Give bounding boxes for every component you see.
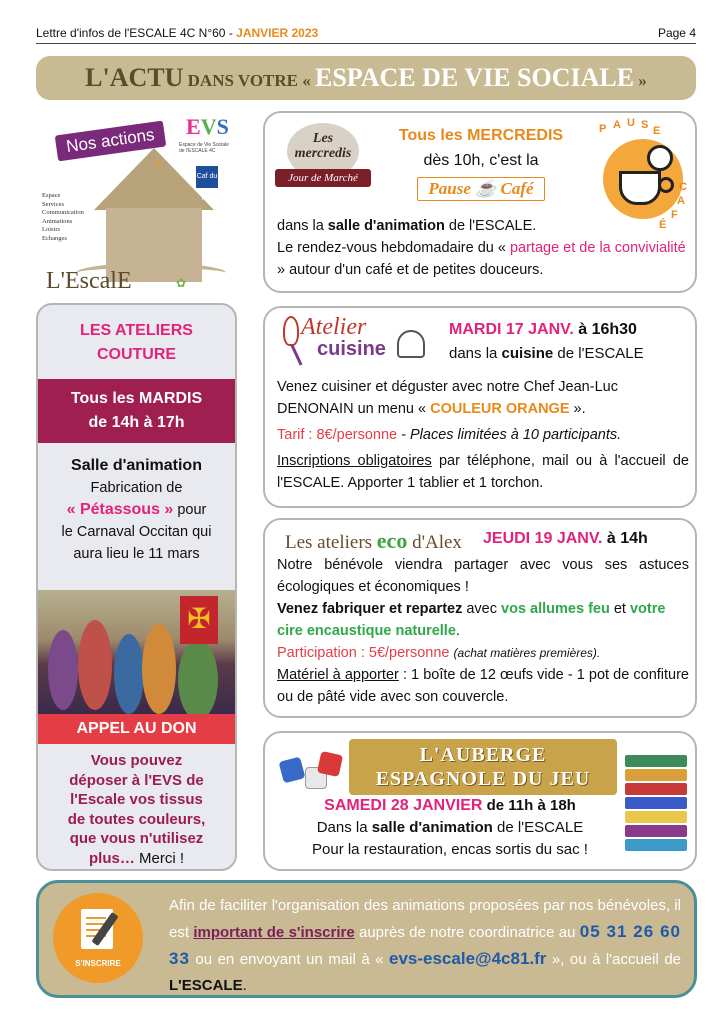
nos-actions-tag: Nos actions (55, 121, 166, 162)
ateliers-eco-card (263, 518, 697, 718)
occitan-flag-icon: ✠ (180, 596, 218, 644)
mercredis-heading: Tous les MERCREDIS dès 10h, c'est la Pause ☕ Café (369, 123, 593, 202)
mercredis-logo: Les mercredis Jour de Marché (275, 123, 371, 193)
email-link[interactable]: evs-escale@4c81.fr (389, 949, 547, 968)
pause-cafe-label: Pause ☕ Café (417, 177, 544, 201)
flame-icon: ♪ (154, 154, 161, 170)
evs-logo: EVS (186, 114, 229, 139)
couture-description: Salle d'animation Fabrication de « Pétassous » pour le Carnaval Occitan qui aura lieu le 11 mars (61, 457, 212, 562)
couture-panel (36, 303, 237, 871)
appel-au-don: APPEL AU DON (38, 714, 235, 744)
mercredis-card (263, 111, 697, 293)
escale-logo (36, 108, 236, 298)
eco-body: Notre bénévole viendra partager avec vous ses astuces écologiques et économiques ! Venez fabriquer et repartez avec vos allumes feu et votre cire encaustique naturelle. Participation : 5€/personne (achat matières premières). Matériel à apporter : 1 boîte de 12 œufs vide - 1 pot de confiture ou de pâté vide avec son couvercle. (277, 557, 689, 705)
coffee-cup-icon: P A U S E C A F É (599, 117, 687, 231)
phone-number[interactable]: 05 31 26 60 33 (169, 922, 681, 968)
chef-hat-icon (397, 330, 425, 358)
section-banner: L'ACTU DANS VOTRE « ESPACE DE VIE SOCIALE » (36, 56, 696, 100)
auberge-title: L'AUBERGE ESPAGNOLE DU JEU (349, 739, 617, 795)
leaf-icon: ✿ (176, 276, 187, 290)
header-month: JANVIER 2023 (236, 26, 319, 40)
cuisine-body: Venez cuisiner et déguster avec notre Chef Jean-Luc DENONAIN un menu « COULEUR ORANGE ». Tarif : 8€/personne - Places limitées à 10 participants. Inscriptions obligatoires par téléphone, mail ou à l'accueil de l'ESCALE. Apporter 1 tablier et 1 torchon. (277, 379, 689, 491)
escale-name: L'EscalE (46, 268, 132, 294)
inscription-text: Afin de faciliter l'organisation des animations proposées par nos bénévoles, il est important de s'inscrire auprès de notre coordinatrice au 05 31 26 60 33 ou en envoyant un mail à « evs-escale@4c81.fr », ou à l'accueil de L'ESCALE. (169, 897, 681, 994)
auberge-body: SAMEDI 28 JANVIER de 11h à 18h Dans la salle d'animation de l'ESCALE Pour la restauration, encas sortis du sac ! (312, 797, 588, 858)
couture-title: LES ATELIERS COUTURE (80, 322, 193, 363)
inscription-badge: S'INSCRIRE (53, 893, 143, 983)
header-title: Lettre d'infos de l'ESCALE 4C N°60 - JANVIER 2023 (36, 26, 319, 40)
important-link: important de s'inscrire (193, 924, 355, 941)
eco-heading: JEUDI 19 JANV. à 14h (483, 530, 648, 547)
caf-logo: Caf du Tarn (196, 166, 218, 188)
board-games-icon (625, 755, 689, 863)
atelier-cuisine-card (263, 306, 697, 508)
carnaval-photo (38, 590, 235, 714)
inscription-footer (36, 880, 697, 998)
dice-icon (275, 751, 339, 795)
whisk-icon (283, 316, 299, 346)
ateliers-eco-logo: Les ateliers eco d'Alex (285, 528, 462, 553)
auberge-jeu-card (263, 731, 697, 871)
services-list: Espace Services Communication Animations Loisirs Echanges (42, 192, 84, 242)
page-number: Page 4 (657, 26, 696, 40)
couture-schedule: Tous les MARDIS de 14h à 17h (38, 379, 235, 443)
evs-subtitle: Espace de Vie Sociale de l'ESCALE 4C (179, 142, 229, 154)
don-text: Vous pouvez déposer à l'EVS de l'Escale vos tissus de toutes couleurs, que vous n'utilisez plus… Merci ! (67, 752, 206, 867)
atelier-cuisine-logo: Atelier cuisine (281, 314, 431, 368)
cuisine-heading: MARDI 17 JANV. à 16h30 dans la cuisine de l'ESCALE (449, 321, 644, 362)
mercredis-body: dans la salle d'animation de l'ESCALE. Le rendez-vous hebdomadaire du « partage et de la convivialité » autour d'un café et de petites douceurs. (277, 218, 686, 278)
clock-icon (647, 145, 673, 171)
page-header (36, 24, 696, 44)
